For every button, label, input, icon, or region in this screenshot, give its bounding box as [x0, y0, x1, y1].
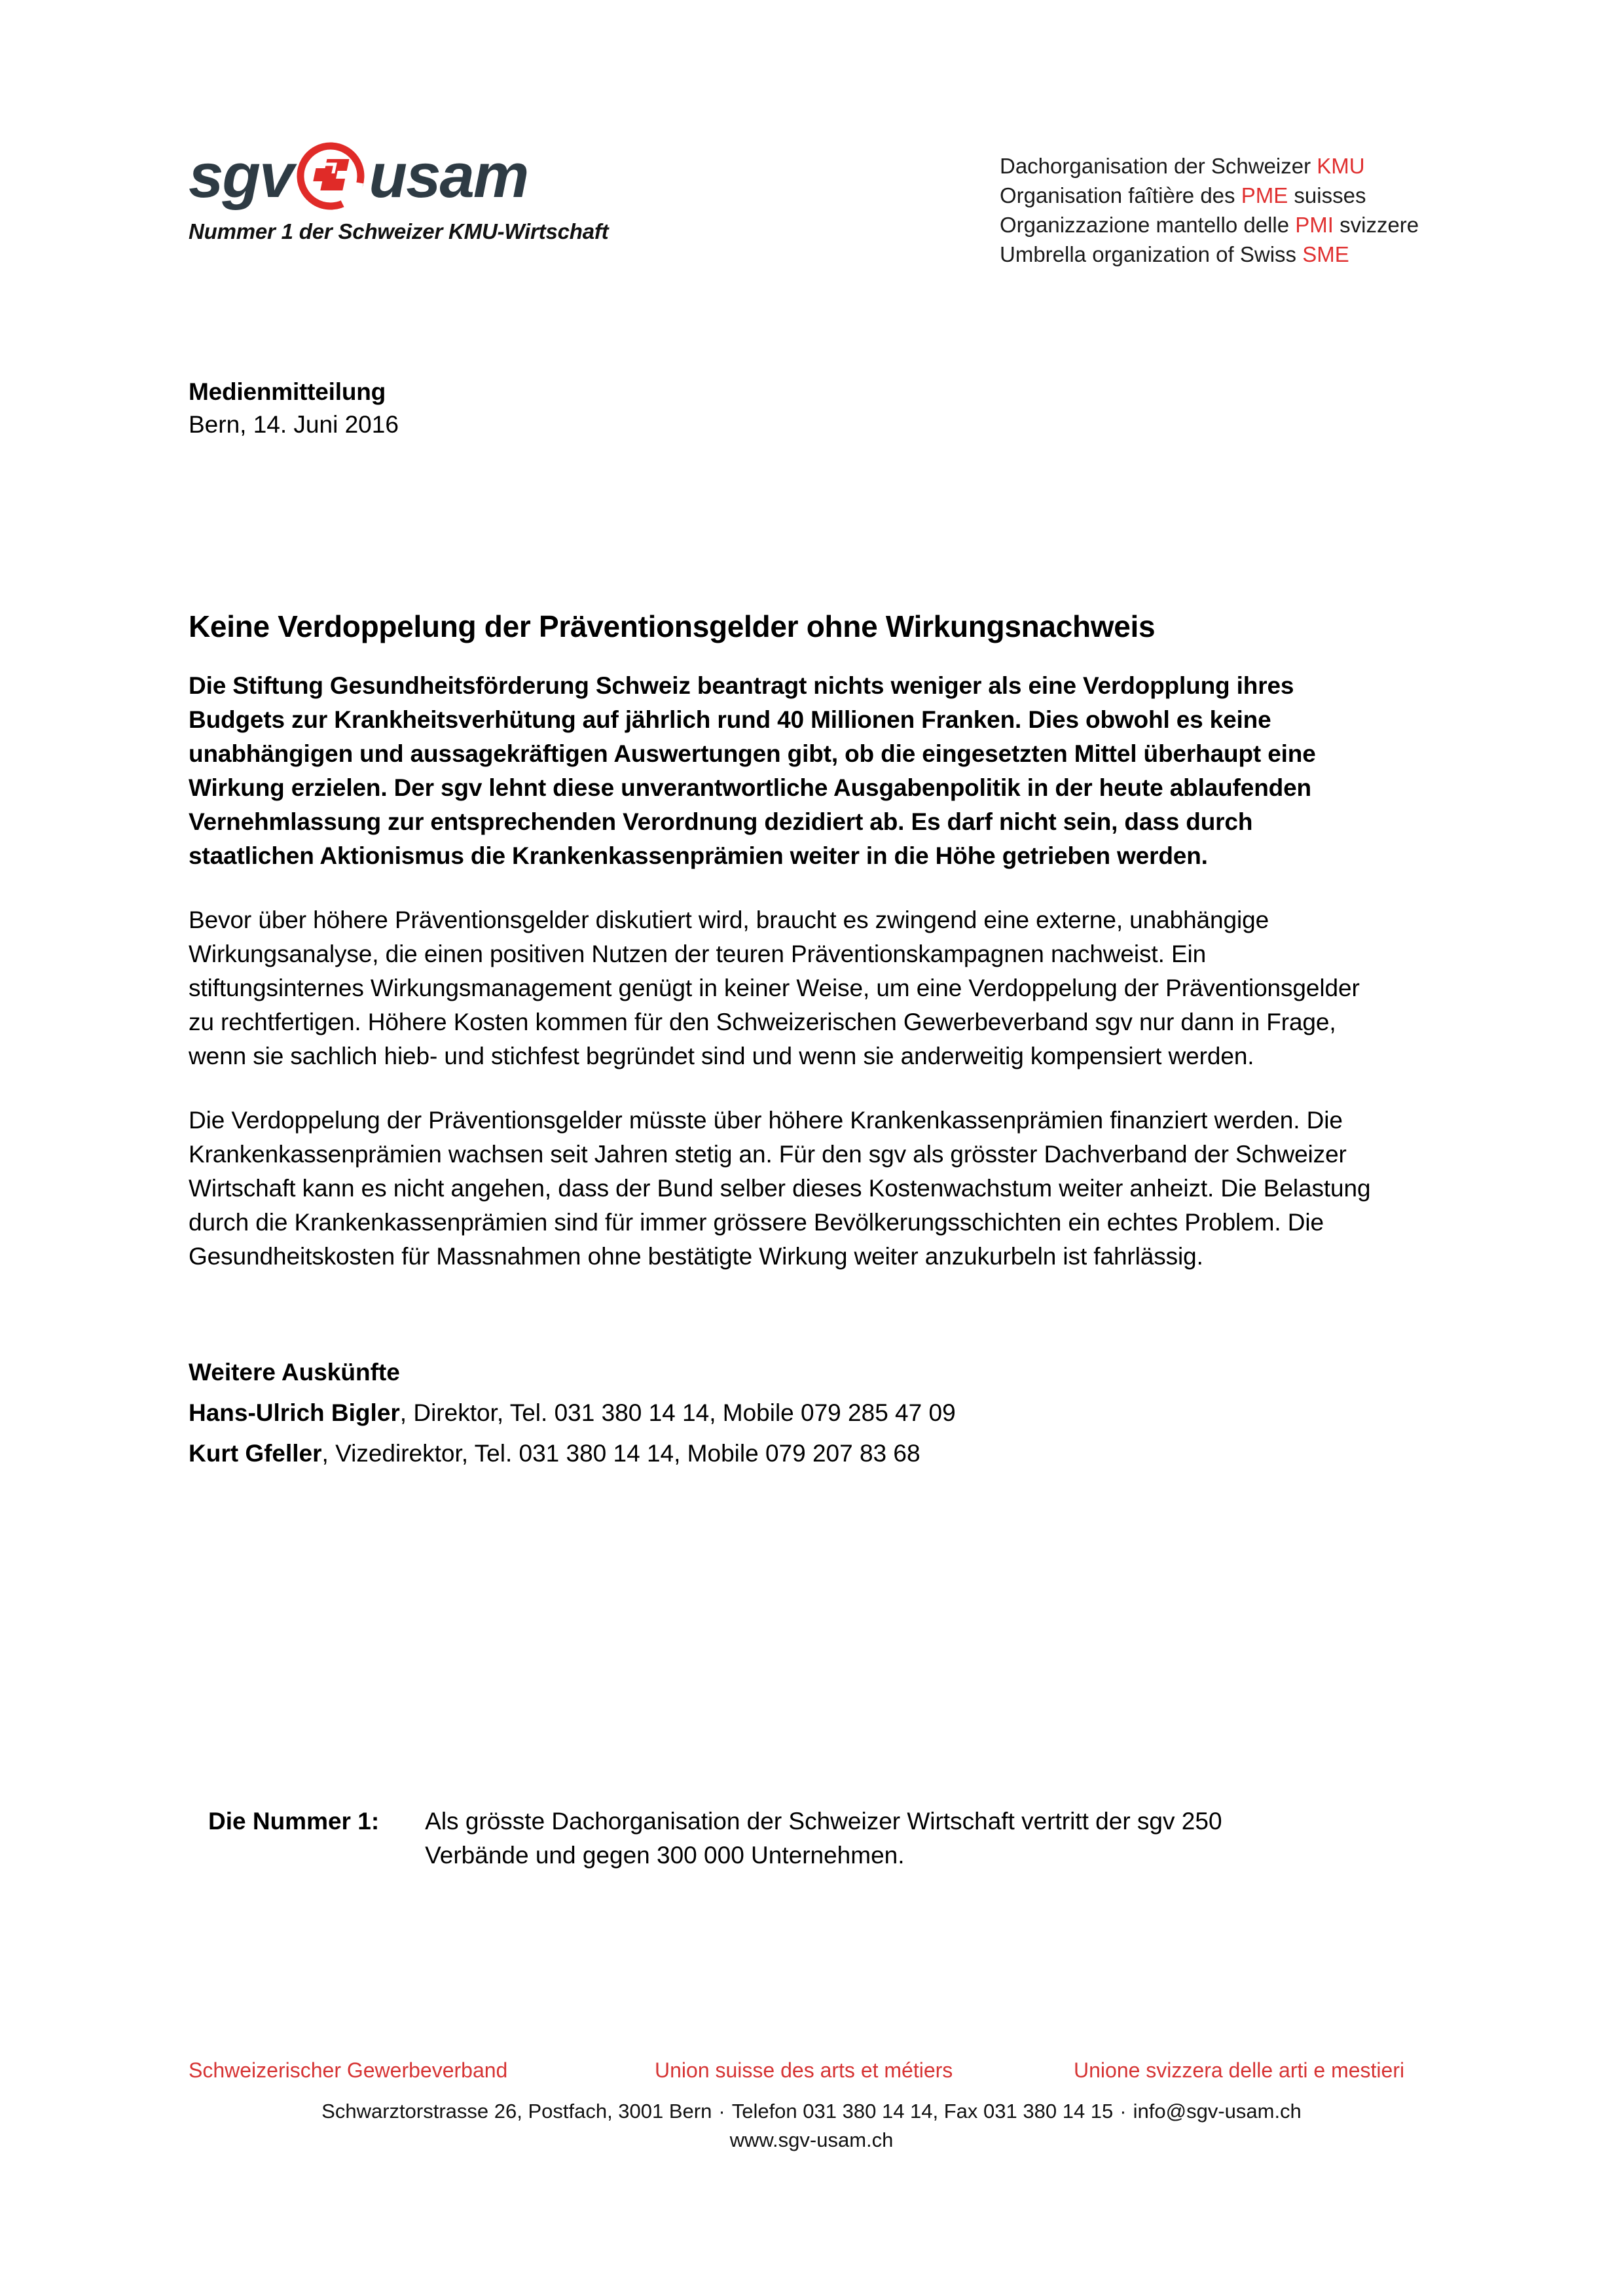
contact-person-1	[189, 1396, 1374, 1430]
contact-person-2-name: Kurt Gfeller	[189, 1440, 322, 1467]
org-line-fr-prefix: Organisation faîtière des	[1000, 183, 1241, 207]
footer-website[interactable]: www.sgv-usam.ch	[729, 2128, 894, 2151]
sgv-usam-logo	[189, 141, 608, 244]
nummer-eins-description: Als grösste Dachorganisation der Schweizer Wirtschaft vertritt der sgv 250 Verbände und gegen 300 000 Unternehmen.	[425, 1808, 1222, 1869]
body-paragraph-2: Die Verdoppelung der Präventionsgelder müsste über höhere Krankenkassenprämien finanziert werden. Die Krankenkassenprämien wachsen seit Jahren stetig an. Für den sgv als grösster Dachverband der Schweizer Wirtschaft kann es nicht angehen, dass der Bund selber dieses Kostenwachstum weiter anheizt. Die Belastung durch die Krankenkassenprämien sind für immer grössere Bevölkerungsschichten ein echtes Problem. Die Gesundheitskosten für Massnahmen ohne bestätigte Wirkung weiter anzukurbeln ist fahrlässig.	[189, 1107, 1371, 1270]
contact-section-heading: Weitere Auskünfte	[189, 1359, 400, 1386]
document-footer	[0, 2055, 1623, 2155]
org-line-fr-suffix: suisses	[1288, 183, 1366, 207]
org-line-de-prefix: Dachorganisation der Schweizer	[1000, 154, 1317, 178]
org-line-en-prefix: Umbrella organization of Swiss	[1000, 242, 1303, 266]
footer-organization-names	[0, 2055, 1623, 2085]
page-title: Keine Verdoppelung der Präventionsgelder ohne Wirkungsnachweis	[189, 609, 1156, 643]
org-line-fr-accent: PME	[1241, 183, 1288, 207]
org-line-fr	[1000, 181, 1419, 210]
release-type-label: Medienmitteilung	[189, 378, 386, 405]
logo-tagline: Nummer 1 der Schweizer KMU-Wirtschaft	[189, 219, 609, 243]
footer-name-it: Unione svizzera delle arti e mestieri	[1074, 2058, 1405, 2082]
footer-name-de: Schweizerischer Gewerbeverband	[189, 2058, 508, 2082]
nummer-eins-colon: :	[371, 1808, 380, 1835]
org-line-it	[1000, 210, 1419, 240]
contact-person-2-details: , Vizedirektor, Tel. 031 380 14 14, Mobile 079 207 83 68	[321, 1440, 921, 1467]
footer-email[interactable]: info@sgv-usam.ch	[1133, 2100, 1302, 2123]
nummer-eins-label	[208, 1804, 379, 1839]
org-line-en	[1000, 240, 1419, 269]
footer-contact-line	[0, 2097, 1623, 2126]
org-line-de	[1000, 151, 1419, 181]
org-line-it-suffix: svizzere	[1333, 213, 1419, 237]
swiss-cross-circle-icon	[297, 142, 365, 210]
logo-text-usam: usam	[369, 141, 528, 211]
org-line-en-accent: SME	[1302, 242, 1349, 266]
nummer-eins-label-text: Die Nummer 1	[208, 1808, 371, 1835]
footer-separator-2: ·	[1120, 2100, 1127, 2123]
contact-person-1-name: Hans-Ulrich Bigler	[189, 1399, 400, 1426]
footer-address-text: Schwarztorstrasse 26, Postfach, 3001 Bern	[321, 2100, 712, 2123]
logo-wordmark	[189, 141, 608, 211]
org-line-it-prefix: Organizzazione mantello delle	[1000, 213, 1296, 237]
footer-phone-text: Telefon 031 380 14 14, Fax 031 380 14 15	[731, 2100, 1114, 2123]
release-dateline: Bern, 14. Juni 2016	[189, 411, 399, 438]
lead-paragraph: Die Stiftung Gesundheitsförderung Schweiz beantragt nichts weniger als eine Verdopplung ihres Budgets zur Krankheitsverhütung auf jährlich rund 40 Millionen Franken. Dies obwohl es keine unabhängigen und aussagekräftigen Auswertungen gibt, ob die eingesetzten Mittel überhaupt eine Wirkung erzielen. Der sgv lehnt diese unverantwortliche Ausgabenpolitik in der heute ablaufenden Vernehmlassung zur entsprechenden Verordnung dezidiert ab. Es darf nicht sein, dass durch staatlichen Aktionismus die Krankenkassenprämien weiter in die Höhe getrieben werden.	[189, 672, 1316, 869]
document-body	[189, 376, 1374, 1471]
logo-text-sgv: sgv	[189, 141, 293, 211]
footer-name-fr: Union suisse des arts et métiers	[655, 2058, 953, 2082]
footer-separator-1: ·	[718, 2100, 725, 2123]
contact-person-2	[189, 1437, 1374, 1471]
body-paragraph-1: Bevor über höhere Präventionsgelder diskutiert wird, braucht es zwingend eine externe, unabhängige Wirkungsanalyse, die einen positiven Nutzen der teuren Präventionskampagnen nachweist. Ein stiftungsinternes Wirkungsmanagement genügt in keiner Weise, um eine Verdoppelung der Präventionsgelder zu rechtfertigen. Höhere Kosten kommen für den Schweizerischen Gewerbeverband sgv nur dann in Frage, wenn sie sachlich hieb- und stichfest begründet sind und wenn sie anderweitig kompensiert werden.	[189, 906, 1360, 1069]
document-header	[0, 141, 1623, 272]
organization-subtitles	[1000, 151, 1419, 269]
contact-person-1-details: , Direktor, Tel. 031 380 14 14, Mobile 079 285 47 09	[399, 1399, 956, 1426]
nummer-eins-block	[208, 1804, 1321, 1873]
org-line-it-accent: PMI	[1295, 213, 1334, 237]
org-line-de-accent: KMU	[1317, 154, 1365, 178]
